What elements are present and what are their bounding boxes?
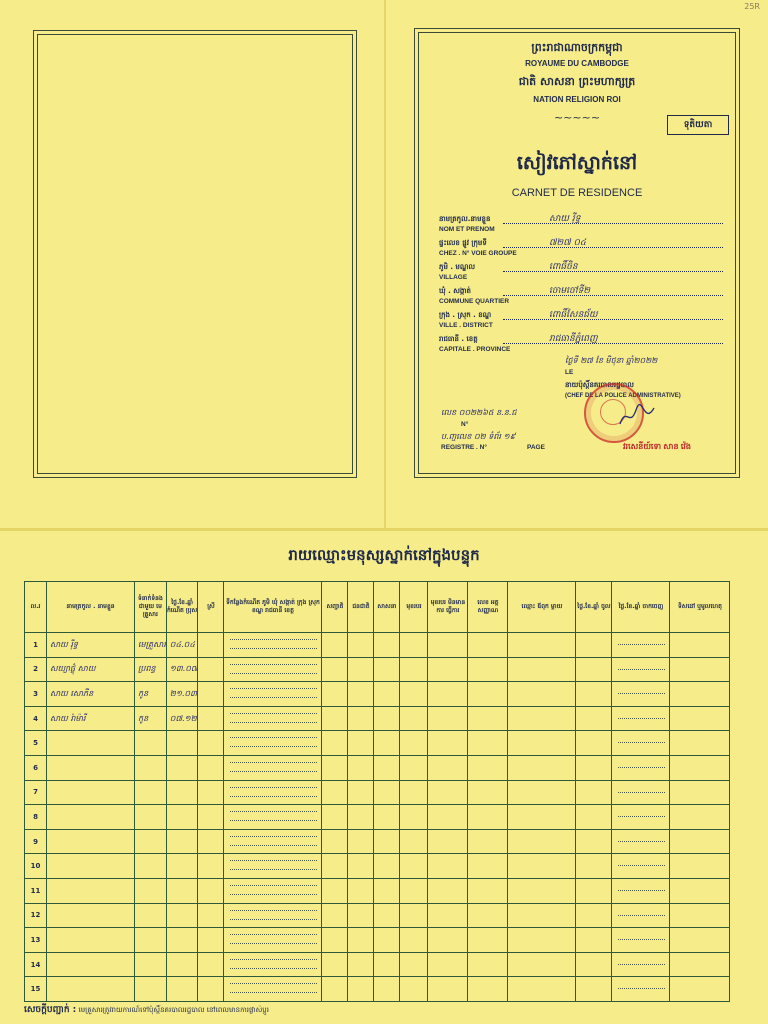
table-row: 7 [25,780,730,805]
col-parents: ឈ្មោះ ឪពុក ម្តាយ [508,582,576,633]
registration-no-label: N° [461,421,469,428]
col-departure-date: ថ្ងៃ.ខែ.ឆ្នាំ ចាកចេញ [612,582,670,633]
page-label: PAGE [527,444,545,451]
front-cover-panel: ព្រះរាជាណាចក្រកម្ពុជា ROYAUME DU CAMBODGE ជាតិ សាសនា ព្រះមហាក្សត្រ NATION RELIGION ROI ~~~~~ ទុតិយតា សៀវភៅស្នាក់នៅ CARNET DE RESIDENCE នាមត្រកូល.នាមខ្លួន NOM ET PRENOM សាយ រ៉ីទ្ធ ផ្ទះលេខ ផ្លូវ ក្រុមទី CHEZ . N° VOIE GROUPE ៧២៧ ០៤ ភូមិ . មណ្ឌល VILLAGE ពោធិ៍ចិន ឃុំ . សង្កាត់ COMMUNE QUARTIER ចោមចៅទី២ ក្រុង . ស្រុក . ខណ្ឌ VILLE . DISTRICT ពោធិ៍សែនជ័យ រាជធានី . ខេត្ត CAPITALE . PROVINCE រាជធានីភ្នំពេញ ថ្ងៃទី ២៧ ខែ មិថុនា ឆ្នាំ២០២២ LE នាយប៉ុស្តិ៍នគរបាលរដ្ឋបាល (CHEF DE LA POLICE ADMINISTRATIVE) លេខ ០០២២៦៥ ន.ន.ជ N° ប.ញ្ជលេខ ០២ ទំព័រ ១៩ REGISTRE . N° PAGE វរសេនីយ៍ទោ សាន វ៉េង [414,28,740,478]
col-no: ល.រ [25,582,47,633]
motto-kh: ជាតិ សាសនា ព្រះមហាក្សត្រ [518,75,636,88]
table-row: 11 [25,878,730,903]
col-dob-male: ថ្ងៃ.ខែ.ឆ្នាំ កំណើត ប្រុស [166,582,198,633]
footer-text: មេគ្រួសារត្រូវរាយការណ៍ទៅប៉ុស្តិ៍នគរបាលរដ្ឋបាល នៅពេលមានការផ្លាស់ប្តូរ [78,1006,269,1014]
col-nationality: សញ្ជាតិ [322,582,348,633]
col-workplace: មុខរបរ មិនមានការ ធ្វើការ [428,582,468,633]
col-arrival-date: ថ្ងៃ.ខែ.ឆ្នាំ ចូល [576,582,612,633]
table-row: 12 [25,903,730,928]
vertical-fold [384,0,386,530]
chief-title-kh: នាយប៉ុស្តិ៍នគរបាលរដ្ឋបាល [565,382,634,389]
ornament: ~~~~~ [553,111,601,124]
table-row: 5 [25,731,730,756]
corner-note: 25R [744,2,760,11]
col-name: នាមត្រកូល . នាមខ្លួន [47,582,135,633]
table-row: 9 [25,829,730,854]
table-row: 4 សាយ រ៉ាម៉ារី កូន ០៧.១២ [25,706,730,731]
table-row: 13 [25,928,730,953]
col-birthplace: ទីកន្លែងកំណើត ភូមិ ឃុំ សង្កាត់ ក្រុង ស្រុក ខណ្ឌ រាជធានី ខេត្ត [224,582,322,633]
col-religion: សាសនា [374,582,400,633]
registration-number: លេខ ០០២២៦៥ ន.ន.ជ [441,408,517,417]
horizontal-fold [0,528,768,531]
table-row: 8 [25,805,730,830]
table-row: 15 [25,977,730,1002]
col-id-number: លេខ អត្តសញ្ញាណ [468,582,508,633]
registry-label: REGISTRE . N° [441,444,487,451]
duplicate-tag: ទុតិយតា [667,115,729,135]
residents-table [24,581,730,1002]
table-header-row [25,582,730,633]
back-cover-panel [33,30,357,478]
table-row: 14 [25,952,730,977]
chief-title-fr: (CHEF DE LA POLICE ADMINISTRATIVE) [565,393,681,399]
title-kh: សៀវភៅស្នាក់នៅ [516,152,638,174]
col-dob-female: ស្រី [198,582,224,633]
kingdom-kh: ព្រះរាជាណាចក្រកម្ពុជា [531,41,623,54]
issue-le: LE [565,369,574,376]
registry-number: ប.ញ្ជលេខ ០២ ទំព័រ ១៩ [441,432,516,441]
col-ethnicity: ជនជាតិ [348,582,374,633]
table-title: រាយឈ្មោះមនុស្សស្នាក់នៅក្នុងបន្ទុក [288,546,480,564]
kingdom-fr: ROYAUME DU CAMBODGE [525,59,629,68]
table-row: 1 សាយ រ៉ីទ្ធ មេគ្រួសារ ០៤.០៤ [25,633,730,658]
signature [618,402,658,430]
signer-name: វរសេនីយ៍ទោ សាន វ៉េង [623,442,691,451]
table-row: 10 [25,854,730,879]
table-row: 6 [25,755,730,780]
motto-fr: NATION RELIGION ROI [533,95,621,104]
title-fr: CARNET DE RESIDENCE [511,187,643,199]
footer-note [24,1004,269,1017]
table-row: 3 សាយ សោភីន កូន ២១.០៣ [25,682,730,707]
col-occupation: មុខរបរ [400,582,428,633]
issue-date: ថ្ងៃទី ២៧ ខែ មិថុនា ឆ្នាំ២០២២ [565,356,658,365]
col-destination: ទិសដៅ ឬមូលហេតុ [670,582,730,633]
col-relation: ទំនាក់ទំនង ជាមួយ មេគ្រួសារ [135,582,167,633]
footer-label: សេចក្តីបញ្ជាក់ : [24,1005,77,1015]
table-row: 2 សយ្យាផ្លុំ សាយ ប្រពន្ធ ១៣.០៧ [25,657,730,682]
